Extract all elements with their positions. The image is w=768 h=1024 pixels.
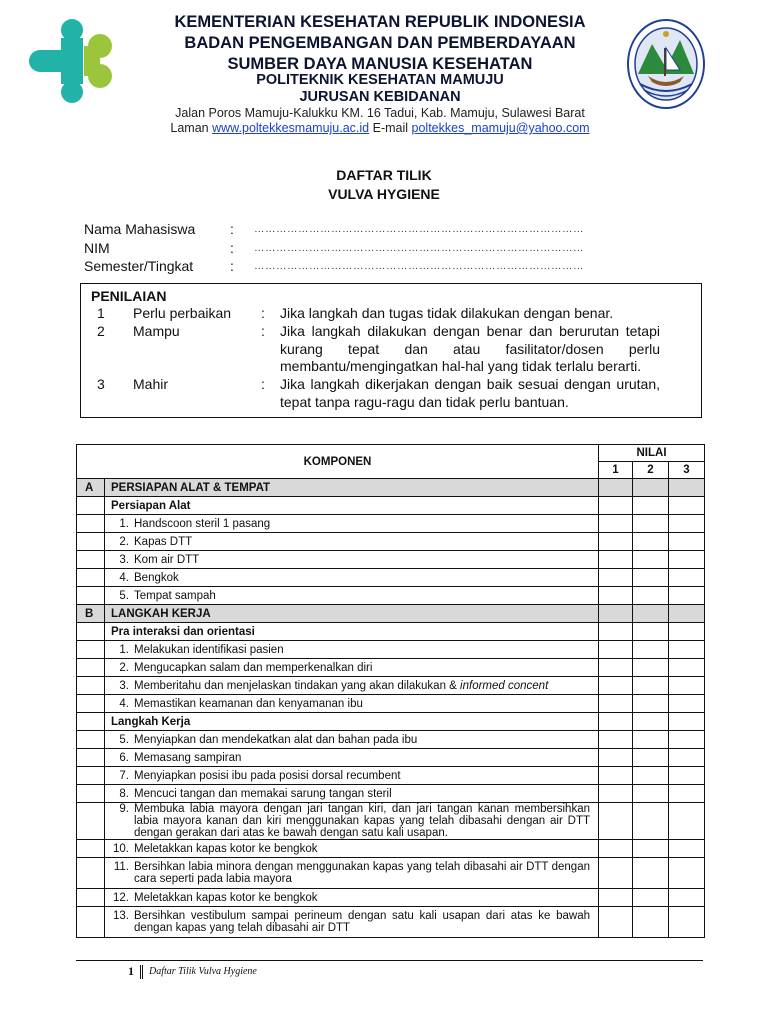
step-cell <box>105 551 599 569</box>
score-cell[interactable] <box>633 623 669 641</box>
score-cell <box>633 479 669 497</box>
score-cell <box>669 605 705 623</box>
checklist-body <box>77 479 705 938</box>
subsection-title: Persiapan Alat <box>105 497 599 515</box>
step-row <box>77 515 705 533</box>
score-col-header: 1 <box>599 462 633 479</box>
step-text <box>134 910 598 934</box>
score-cell[interactable] <box>669 803 705 840</box>
score-cell[interactable] <box>599 623 633 641</box>
step-text-main: Meletakkan kapas kotor ke bengkok <box>134 842 318 855</box>
step-cell <box>105 731 599 749</box>
step-text-main: Mencuci tangan dan memakai sarung tangan steril <box>134 787 392 800</box>
penilaian-num: 2 <box>97 323 105 339</box>
step-number: 6. <box>119 751 129 764</box>
page-number: 1 <box>128 964 134 978</box>
row-code <box>77 497 105 515</box>
footer <box>128 964 257 979</box>
step-text <box>134 680 598 692</box>
score-cell[interactable] <box>599 551 633 569</box>
subsection-row <box>77 497 705 515</box>
score-cell[interactable] <box>599 767 633 785</box>
header-block <box>120 12 640 75</box>
step-row <box>77 889 705 907</box>
score-cell[interactable] <box>633 695 669 713</box>
score-cell[interactable] <box>633 497 669 515</box>
header-line-1: KEMENTERIAN KESEHATAN REPUBLIK INDONESIA <box>174 13 586 31</box>
score-cell[interactable] <box>633 889 669 907</box>
step-text-main: Meletakkan kapas kotor ke bengkok <box>134 891 318 904</box>
penilaian-box <box>80 283 702 418</box>
subsection-row <box>77 713 705 731</box>
title-line-1: DAFTAR TILIK <box>336 167 432 183</box>
step-text-main: Handscoon steril 1 pasang <box>134 517 271 530</box>
subsection-title: Pra interaksi dan orientasi <box>105 623 599 641</box>
step-text-main: Mengucapkan salam dan memperkenalkan diri <box>134 661 373 674</box>
identity-colon: : <box>230 221 234 237</box>
penilaian-colon: : <box>261 323 265 339</box>
identity-colon: : <box>230 258 234 274</box>
row-code <box>77 840 105 858</box>
score-cell[interactable] <box>599 641 633 659</box>
row-code <box>77 749 105 767</box>
row-code <box>77 803 105 840</box>
row-code <box>77 907 105 938</box>
checklist-table <box>76 444 705 938</box>
score-cell[interactable] <box>633 569 669 587</box>
score-cell[interactable] <box>599 749 633 767</box>
step-number: 5. <box>119 733 129 746</box>
step-text <box>134 572 598 584</box>
row-code <box>77 713 105 731</box>
step-text-main: Menyiapkan posisi ibu pada posisi dorsal recumbent <box>134 769 401 782</box>
step-row <box>77 907 705 938</box>
identity-blank[interactable]: ……………………………………………………………………………… <box>254 260 584 272</box>
score-cell[interactable] <box>633 533 669 551</box>
step-number: 10. <box>113 842 129 855</box>
section-code: A <box>77 479 105 497</box>
step-text <box>134 803 598 839</box>
score-cell[interactable] <box>669 695 705 713</box>
score-col-header: 3 <box>669 462 705 479</box>
header-line-4: POLITEKNIK KESEHATAN MAMUJU <box>256 72 504 88</box>
score-cell[interactable] <box>669 497 705 515</box>
subsection-title: Langkah Kerja <box>105 713 599 731</box>
step-cell <box>105 858 599 889</box>
score-cell[interactable] <box>669 515 705 533</box>
score-cell[interactable] <box>599 785 633 803</box>
row-code <box>77 677 105 695</box>
document-title <box>0 166 768 204</box>
score-cell[interactable] <box>669 587 705 605</box>
section-row <box>77 605 705 623</box>
step-row <box>77 533 705 551</box>
score-cell[interactable] <box>669 840 705 858</box>
penilaian-desc: Jika langkah dikerjakan dengan baik sesuai dengan urutan, tepat tanpa ragu-ragu dan tidak perlu bantuan. <box>280 376 660 410</box>
step-text-main: Bersihkan labia minora dengan menggunakan kapas yang telah dibasahi air DTT dengan cara seperti pada labia mayora <box>134 861 590 885</box>
score-cell[interactable] <box>669 623 705 641</box>
score-cell <box>599 605 633 623</box>
score-cell[interactable] <box>669 713 705 731</box>
contact-line <box>120 121 640 136</box>
step-text-main: Memasang sampiran <box>134 751 242 764</box>
row-code <box>77 785 105 803</box>
row-code <box>77 551 105 569</box>
step-number: 4. <box>119 571 129 584</box>
section-row <box>77 479 705 497</box>
score-cell[interactable] <box>669 731 705 749</box>
score-cell[interactable] <box>633 551 669 569</box>
step-row <box>77 569 705 587</box>
row-code <box>77 641 105 659</box>
row-code <box>77 659 105 677</box>
score-cell[interactable] <box>633 659 669 677</box>
step-text-main: Kapas DTT <box>134 535 193 548</box>
step-row <box>77 749 705 767</box>
score-cell[interactable] <box>633 858 669 889</box>
identity-blank[interactable]: ……………………………………………………………………………… <box>254 241 584 254</box>
score-cell[interactable] <box>599 569 633 587</box>
web-label: Laman <box>170 121 209 135</box>
score-cell[interactable] <box>633 907 669 938</box>
penilaian-num: 1 <box>97 305 105 321</box>
score-cell[interactable] <box>599 803 633 840</box>
header-line-2: BADAN PENGEMBANGAN DAN PEMBERDAYAAN <box>184 34 576 52</box>
step-number: 2. <box>119 535 129 548</box>
step-text-main: Menyiapkan dan mendekatkan alat dan bahan pada ibu <box>134 733 418 746</box>
section-title: PERSIAPAN ALAT & TEMPAT <box>105 479 599 497</box>
step-number: 9. <box>119 803 129 815</box>
score-cell <box>633 605 669 623</box>
penilaian-heading: PENILAIAN <box>91 288 167 304</box>
score-cell[interactable] <box>599 587 633 605</box>
score-cell[interactable] <box>599 713 633 731</box>
row-code <box>77 858 105 889</box>
score-cell[interactable] <box>669 641 705 659</box>
step-text <box>134 590 598 602</box>
score-cell[interactable] <box>669 533 705 551</box>
score-cell[interactable] <box>633 713 669 731</box>
penilaian-desc: Jika langkah dan tugas tidak dilakukan dengan benar. <box>280 305 614 321</box>
step-text-main: Bengkok <box>134 571 179 584</box>
header-sub-block <box>120 72 640 106</box>
step-text <box>134 698 598 710</box>
step-row <box>77 803 705 840</box>
penilaian-colon: : <box>261 376 265 392</box>
step-text-main: Kom air DTT <box>134 553 200 566</box>
nilai-header: NILAI <box>599 445 705 462</box>
step-cell <box>105 641 599 659</box>
identity-row-name[interactable] <box>84 220 668 239</box>
footer-rule <box>76 960 703 961</box>
step-text-main: Membuka labia mayora dengan jari tangan kiri, dan jari tangan kanan membersihkan labia mayora kanan dan kiri menggunakan kapas yang telah dibasahi dengan air DTT dengan gerakan dari atas ke bawah dengan satu kali usapan. <box>134 803 590 839</box>
score-cell <box>669 479 705 497</box>
row-code <box>77 569 105 587</box>
step-text <box>134 788 598 800</box>
kemenkes-logo <box>28 16 114 106</box>
row-code <box>77 533 105 551</box>
score-cell[interactable] <box>669 889 705 907</box>
score-cell[interactable] <box>633 749 669 767</box>
score-cell[interactable] <box>599 659 633 677</box>
step-number: 8. <box>119 787 129 800</box>
score-cell[interactable] <box>669 858 705 889</box>
step-text <box>134 734 598 746</box>
email-label: E-mail <box>372 121 409 135</box>
step-text-italic: informed concent <box>460 679 549 692</box>
step-number: 5. <box>119 589 129 602</box>
score-cell[interactable] <box>669 551 705 569</box>
komponen-header: KOMPONEN <box>77 445 599 479</box>
identity-row-nim[interactable] <box>84 239 668 258</box>
row-code <box>77 623 105 641</box>
score-cell[interactable] <box>599 695 633 713</box>
poltekkes-seal-logo <box>626 18 706 110</box>
score-cell[interactable] <box>599 907 633 938</box>
step-cell <box>105 840 599 858</box>
step-cell <box>105 533 599 551</box>
step-text-main: Bersihkan vestibulum sampai perineum dengan satu kali usapan dari atas ke bawah dengan kapas yang telah dibasahi air DTT <box>134 910 590 934</box>
score-cell[interactable] <box>633 587 669 605</box>
step-number: 11. <box>113 861 129 873</box>
score-cell[interactable] <box>633 515 669 533</box>
penilaian-name: Mahir <box>133 376 169 392</box>
identity-row-semester[interactable] <box>84 257 668 276</box>
step-row <box>77 840 705 858</box>
email-link[interactable]: poltekkes_mamuju@yahoo.com <box>411 121 590 135</box>
website-link[interactable]: www.poltekkesmamuju.ac.id <box>212 121 370 135</box>
row-code <box>77 889 105 907</box>
score-cell[interactable] <box>599 840 633 858</box>
step-cell <box>105 695 599 713</box>
penilaian-name: Perlu perbaikan <box>133 305 232 321</box>
score-cell[interactable] <box>599 889 633 907</box>
score-cell[interactable] <box>633 677 669 695</box>
step-text-main: Melakukan identifikasi pasien <box>134 643 284 656</box>
penilaian-num: 3 <box>97 376 105 392</box>
step-text-main: Memberitahu dan menjelaskan tindakan yang akan dilakukan & <box>134 679 461 692</box>
row-code <box>77 695 105 713</box>
identity-fields <box>84 220 668 276</box>
step-text <box>134 752 598 764</box>
step-number: 3. <box>119 553 129 566</box>
step-number: 1. <box>119 643 129 656</box>
step-text <box>134 843 598 855</box>
header-line-3: SUMBER DAYA MANUSIA KESEHATAN <box>227 55 533 73</box>
step-row <box>77 587 705 605</box>
score-cell[interactable] <box>599 731 633 749</box>
score-cell[interactable] <box>599 677 633 695</box>
step-number: 7. <box>119 769 129 782</box>
score-cell[interactable] <box>669 767 705 785</box>
identity-colon: : <box>230 239 234 256</box>
score-col-header: 2 <box>633 462 669 479</box>
score-cell[interactable] <box>669 749 705 767</box>
step-row <box>77 858 705 889</box>
score-cell[interactable] <box>599 858 633 889</box>
step-text <box>134 554 598 566</box>
step-cell <box>105 785 599 803</box>
step-cell <box>105 677 599 695</box>
subsection-row <box>77 623 705 641</box>
step-cell <box>105 889 599 907</box>
row-code <box>77 731 105 749</box>
score-cell[interactable] <box>599 533 633 551</box>
step-number: 13. <box>113 910 129 922</box>
title-line-2: VULVA HYGIENE <box>328 186 440 202</box>
step-number: 3. <box>119 679 129 692</box>
step-number: 12. <box>113 891 129 904</box>
score-cell[interactable] <box>669 785 705 803</box>
step-row <box>77 659 705 677</box>
step-row <box>77 731 705 749</box>
step-text <box>134 770 598 782</box>
step-cell <box>105 587 599 605</box>
footer-title: Daftar Tilik Vulva Hygiene <box>149 966 257 977</box>
step-text <box>134 861 598 885</box>
score-cell[interactable] <box>669 659 705 677</box>
score-cell[interactable] <box>633 803 669 840</box>
score-cell[interactable] <box>669 569 705 587</box>
step-text <box>134 644 598 656</box>
step-cell <box>105 515 599 533</box>
step-cell <box>105 767 599 785</box>
score-cell[interactable] <box>633 641 669 659</box>
step-number: 4. <box>119 697 129 710</box>
row-code <box>77 587 105 605</box>
step-text <box>134 662 598 674</box>
address: Jalan Poros Mamuju-Kalukku KM. 16 Tadui, Kab. Mamuju, Sulawesi Barat <box>175 106 585 120</box>
score-cell[interactable] <box>669 677 705 695</box>
score-cell[interactable] <box>599 497 633 515</box>
penilaian-name: Mampu <box>133 323 180 339</box>
section-title: LANGKAH KERJA <box>105 605 599 623</box>
section-code: B <box>77 605 105 623</box>
step-text-main: Memastikan keamanan dan kenyamanan ibu <box>134 697 363 710</box>
identity-label: Semester/Tingkat <box>84 258 194 274</box>
identity-blank[interactable]: ……………………………………………………………………………… <box>254 223 584 235</box>
step-row <box>77 641 705 659</box>
identity-label: NIM <box>84 239 110 256</box>
step-text-main: Tempat sampah <box>134 589 216 602</box>
step-text <box>134 518 598 530</box>
step-row <box>77 551 705 569</box>
score-cell[interactable] <box>669 907 705 938</box>
step-row <box>77 785 705 803</box>
step-text <box>134 536 598 548</box>
header-line-5: JURUSAN KEBIDANAN <box>299 89 461 105</box>
identity-label: Nama Mahasiswa <box>84 221 196 237</box>
step-cell <box>105 907 599 938</box>
step-number: 2. <box>119 661 129 674</box>
row-code <box>77 515 105 533</box>
step-cell <box>105 749 599 767</box>
row-code <box>77 767 105 785</box>
penilaian-colon: : <box>261 305 265 321</box>
step-cell <box>105 803 599 840</box>
step-number: 1. <box>119 517 129 530</box>
score-cell[interactable] <box>633 731 669 749</box>
step-cell <box>105 569 599 587</box>
step-cell <box>105 659 599 677</box>
score-cell[interactable] <box>633 840 669 858</box>
score-cell[interactable] <box>633 785 669 803</box>
score-cell <box>599 479 633 497</box>
step-row <box>77 677 705 695</box>
step-row <box>77 695 705 713</box>
score-cell[interactable] <box>633 767 669 785</box>
penilaian-desc: Jika langkah dilakukan dengan benar dan berurutan tetapi kurang tepat dan atau fasilitator/dosen perlu membantu/mengingatkan hal-hal yang tidak terlalu berarti. <box>280 323 660 374</box>
step-row <box>77 767 705 785</box>
footer-divider <box>140 965 143 979</box>
step-text <box>134 892 598 904</box>
score-cell[interactable] <box>599 515 633 533</box>
